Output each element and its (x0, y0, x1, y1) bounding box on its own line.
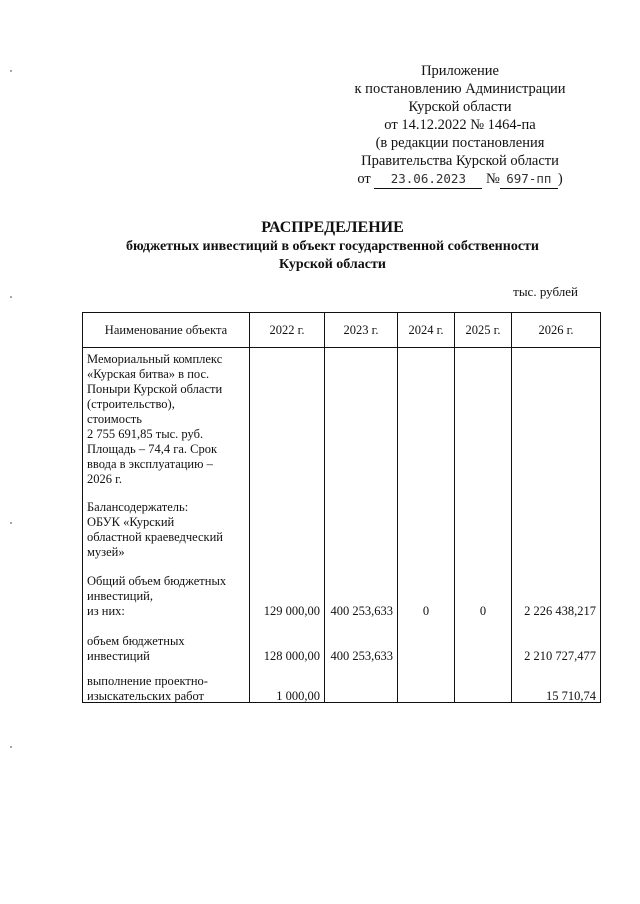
investment-table (82, 312, 601, 703)
total-2025: 0 (479, 604, 487, 618)
header-2024: 2024 г. (398, 313, 455, 348)
column-2026 (512, 348, 601, 703)
title-main: РАСПРЕДЕЛЕНИЕ (261, 219, 404, 236)
annex-line-3: Курской области (408, 99, 512, 115)
investments-2022: 128 000,00 (263, 649, 320, 663)
annex-line-2: к постановлению Администрации (354, 81, 566, 97)
investments-2026: 2 210 727,477 (524, 649, 596, 663)
from-prefix: от (357, 171, 371, 187)
table-header-row (83, 313, 601, 348)
total-2024: 0 (422, 604, 430, 618)
balance-holder: Балансодержатель: ОБУК «Курский областной краеведческий музей» (87, 500, 223, 559)
annex-line-5: (в редакции постановления (375, 135, 545, 151)
amendment-line (340, 170, 580, 189)
units-label: тыс. рублей (513, 284, 578, 299)
survey-2022: 1 000,00 (276, 689, 320, 703)
amendment-date: 23.06.2023 (374, 170, 482, 189)
header-2023: 2023 г. (325, 313, 398, 348)
column-2025 (455, 348, 512, 703)
header-2026: 2026 г. (512, 313, 601, 348)
column-2023 (325, 348, 398, 703)
investments-2023: 400 253,633 (330, 649, 393, 663)
object-description-cell (83, 348, 250, 703)
object-description: Мемориальный комплекс «Курская битва» в пос. Поныри Курской области (строительство), стоимость 2 755 691,85 тыс. руб. Площадь – 74,4 га. Срок ввода в эксплуатацию – 2026 г. (87, 352, 223, 486)
header-2022: 2022 г. (250, 313, 325, 348)
survey-2026: 15 710,74 (546, 689, 596, 703)
row-label-total: Общий объем бюджетных инвестиций, из них: (87, 574, 227, 618)
scan-mark (10, 522, 12, 524)
annex-block (340, 62, 580, 189)
total-2023: 400 253,633 (330, 604, 393, 618)
annex-line-6: Правительства Курской области (361, 153, 559, 169)
row-label-investments: объем бюджетных инвестиций (87, 634, 185, 663)
total-2026: 2 226 438,217 (524, 604, 596, 618)
document-title (80, 218, 585, 274)
title-sub-2: Курской области (279, 257, 386, 272)
table-row (83, 348, 601, 703)
amendment-number: 697-пп (500, 170, 558, 189)
annex-line-4: от 14.12.2022 № 1464-па (384, 117, 536, 133)
close-paren: ) (557, 171, 563, 187)
title-sub-1: бюджетных инвестиций в объект государственной собственности (126, 239, 539, 254)
header-object-name: Наименование объекта (83, 313, 250, 348)
header-2025: 2025 г. (455, 313, 512, 348)
scan-mark (10, 70, 12, 72)
annex-line-1: Приложение (421, 63, 499, 79)
scan-mark (10, 296, 12, 298)
number-sign: № (485, 171, 500, 187)
scan-mark (10, 746, 12, 748)
column-2024 (398, 348, 455, 703)
column-2022 (250, 348, 325, 703)
total-2022: 129 000,00 (263, 604, 320, 618)
row-label-survey-works: выполнение проектно- изыскательских работ (87, 674, 208, 703)
